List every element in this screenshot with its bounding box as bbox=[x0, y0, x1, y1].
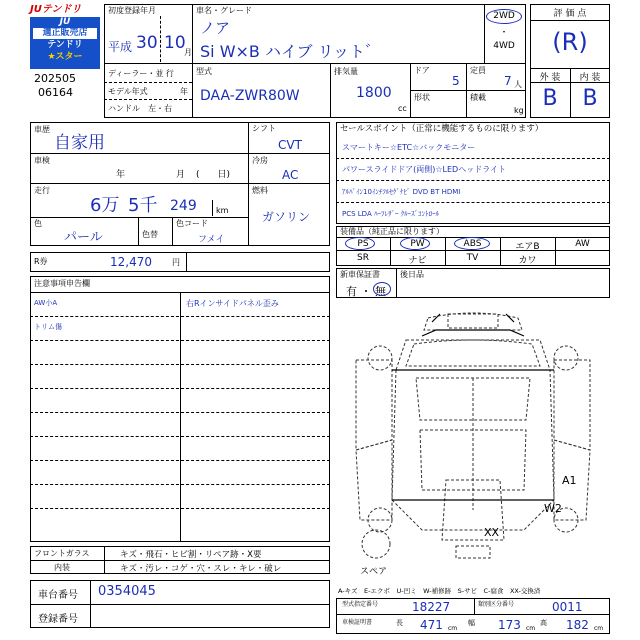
inspection-day: ( 日) bbox=[196, 170, 231, 180]
note-right-1: 右Rインサイドパネル歪み bbox=[186, 299, 279, 308]
dealer-label: ディーラー・並 行 bbox=[108, 69, 174, 78]
note-left-2: トリム傷 bbox=[34, 323, 62, 331]
mileage-sen: 5千 bbox=[128, 195, 158, 216]
r-ken-label: R券 bbox=[34, 257, 48, 266]
height-unit: cm bbox=[594, 625, 604, 632]
height-label: 高 bbox=[540, 619, 547, 627]
color-code-label: 色コード bbox=[176, 219, 208, 228]
category-number: 0011 bbox=[552, 600, 583, 614]
ju-logo bbox=[30, 4, 100, 70]
inspection-year: 年 bbox=[116, 170, 126, 180]
equip-aw: AW bbox=[575, 239, 590, 249]
load-label: 積載 bbox=[470, 93, 486, 102]
month-unit: 月 bbox=[184, 48, 192, 57]
warranty-label: 新車保証書 bbox=[340, 270, 380, 279]
usage-value: 自家用 bbox=[54, 133, 105, 153]
color-code: フメイ bbox=[198, 235, 225, 245]
interior-cond-text: キズ・汚レ・コゲ・穴・スレ・キレ・破レ bbox=[120, 564, 282, 574]
exterior-grade: B bbox=[542, 86, 558, 111]
windshield-text: キズ・飛石・ヒビ割・リペア跡・X要 bbox=[120, 550, 262, 560]
handle-label: ハンドル 左・右 bbox=[108, 104, 172, 113]
rating-title: 評 価 点 bbox=[553, 9, 587, 19]
drive-dot: ・ bbox=[499, 28, 509, 38]
load-unit: kg bbox=[514, 106, 524, 115]
shift-label: シフト bbox=[252, 124, 276, 133]
verify-label: 車検証明書 bbox=[342, 619, 373, 626]
r-ken-unit: 円 bbox=[172, 258, 180, 267]
logo-store: 適正販売店 bbox=[33, 28, 97, 39]
first-reg-era: 平成 bbox=[108, 40, 133, 54]
equip-pw: PW bbox=[410, 239, 425, 249]
notes-label: 注意事項申告欄 bbox=[34, 279, 90, 288]
model-year-unit: 年 bbox=[180, 87, 188, 96]
r-ken-box bbox=[30, 252, 330, 272]
height-value: 182 bbox=[566, 618, 589, 632]
equip-ps: PS bbox=[357, 239, 369, 249]
sales-point-4: PCS LDA ﾊｰﾌﾚｻﾞｰ ｸﾙｰｽﾞｺﾝﾄﾛｰﾙ bbox=[342, 210, 440, 218]
warranty-value: 有 ・ 無 bbox=[346, 285, 386, 298]
designation-label: 型式指定番号 bbox=[342, 601, 379, 608]
damage-legend: A-キズ E-エクボ U-凹ミ W-補修跡 S-サビ C-腐食 XX-交換済 bbox=[338, 587, 541, 595]
color-change-label: 色替 bbox=[142, 230, 158, 239]
equip-navi: ナビ bbox=[408, 256, 427, 266]
inspection-month: 月 bbox=[176, 170, 186, 180]
damage-mark-a1: A1 bbox=[562, 474, 577, 487]
first-reg-label: 初度登録年月 bbox=[108, 6, 156, 15]
mileage-rest: 249 bbox=[170, 198, 197, 214]
color-label: 色 bbox=[34, 219, 42, 228]
next-item-label: 後日品 bbox=[400, 270, 424, 279]
logo-body bbox=[30, 17, 100, 69]
car-grade: Si W×B ハイブ リット゛ bbox=[200, 42, 381, 61]
usage-label: 車歴 bbox=[34, 125, 50, 134]
doors-label: ドア bbox=[414, 66, 430, 75]
aircon-label: 冷房 bbox=[252, 156, 268, 165]
length-value: 471 bbox=[420, 618, 443, 632]
equip-tv: TV bbox=[466, 253, 479, 263]
logo-star: ★スター bbox=[47, 52, 83, 62]
cc-unit: cc bbox=[398, 104, 407, 113]
logo-ju: JU bbox=[59, 17, 71, 27]
doc-number-1: 202505 bbox=[34, 72, 76, 85]
mileage-unit: km bbox=[216, 206, 229, 215]
registration-label: 登録番号 bbox=[38, 614, 78, 625]
damage-mark-xx: XX bbox=[484, 526, 500, 539]
mileage-man: 6万 bbox=[90, 195, 120, 216]
car-damage-diagram bbox=[336, 300, 610, 580]
width-unit: cm bbox=[526, 625, 536, 632]
sales-point-2: パワースライドドア(両側)☆LEDヘッドライト bbox=[342, 165, 506, 174]
category-label: 類別区分番号 bbox=[478, 601, 515, 608]
displacement: 1800 bbox=[356, 85, 392, 101]
logo-tendori: テンドリ bbox=[47, 40, 83, 50]
model-code: DAA-ZWR80W bbox=[200, 88, 300, 104]
exterior-label: 外 装 bbox=[539, 73, 561, 83]
sales-points-label: セールスポイント（正常に機能するものに限ります） bbox=[340, 124, 544, 134]
shift-value: CVT bbox=[278, 138, 302, 152]
note-left-1: AW小A bbox=[34, 299, 58, 307]
designation-number: 18227 bbox=[412, 600, 451, 614]
width-value: 173 bbox=[498, 618, 521, 632]
equipment-label: 装備品（純正品に限ります） bbox=[340, 227, 444, 236]
fuel-label: 燃料 bbox=[252, 186, 268, 195]
car-name: ノア bbox=[200, 19, 231, 37]
length-label: 長 bbox=[396, 619, 403, 627]
damage-mark-w2: W2 bbox=[544, 502, 562, 515]
sales-point-1: スマートキー☆ETC☆バックモニター bbox=[342, 143, 476, 152]
equip-leather: カワ bbox=[518, 256, 537, 266]
width-label: 幅 bbox=[468, 619, 475, 627]
aircon-value: AC bbox=[282, 168, 299, 182]
warranty-no-circle bbox=[373, 282, 391, 296]
inspection-label: 車検 bbox=[34, 156, 50, 165]
interior-grade: B bbox=[582, 86, 598, 111]
capacity-unit: 人 bbox=[514, 80, 522, 89]
equip-abs: ABS bbox=[463, 239, 482, 249]
rating-score: (R) bbox=[552, 28, 588, 56]
length-unit: cm bbox=[448, 625, 458, 632]
equip-airbag: エアB bbox=[515, 242, 540, 252]
capacity: 7 bbox=[504, 74, 512, 88]
equip-sr: SR bbox=[357, 253, 369, 263]
capacity-label: 定員 bbox=[470, 66, 486, 75]
doc-number-2: 06164 bbox=[38, 86, 73, 99]
color-value: パール bbox=[64, 230, 103, 245]
sales-point-3: ｱﾙﾊﾞｲﾝ10ｲﾝﾁﾌﾙｾｸﾞﾅﾋﾞ DVD BT HDMI bbox=[342, 188, 461, 196]
interior-cond-label: 内装 bbox=[54, 563, 70, 572]
drive-2wd: 2WD bbox=[493, 11, 515, 21]
chassis-label: 車台番号 bbox=[38, 590, 78, 601]
logo-top: JUテンドリ bbox=[30, 4, 100, 16]
spare-label: スペア bbox=[360, 567, 388, 577]
interior-label: 内 装 bbox=[579, 73, 601, 83]
model-year-label: モデル年式 bbox=[108, 87, 148, 96]
car-name-label: 車名・グレード bbox=[196, 6, 252, 15]
r-ken-value: 12,470 bbox=[110, 255, 152, 269]
fuel-value: ガソリン bbox=[262, 210, 311, 224]
model-label: 型式 bbox=[196, 67, 212, 76]
windshield-label: フロントガラス bbox=[34, 549, 90, 558]
shape-label: 形状 bbox=[414, 93, 430, 102]
first-reg-month: 10 bbox=[164, 33, 186, 53]
doors: 5 bbox=[452, 74, 460, 88]
drive-4wd: 4WD bbox=[493, 41, 515, 51]
displacement-label: 排気量 bbox=[334, 67, 358, 76]
chassis-number: 0354045 bbox=[98, 584, 156, 599]
mileage-label: 走行 bbox=[34, 186, 50, 195]
first-reg-year: 30 bbox=[136, 33, 158, 53]
